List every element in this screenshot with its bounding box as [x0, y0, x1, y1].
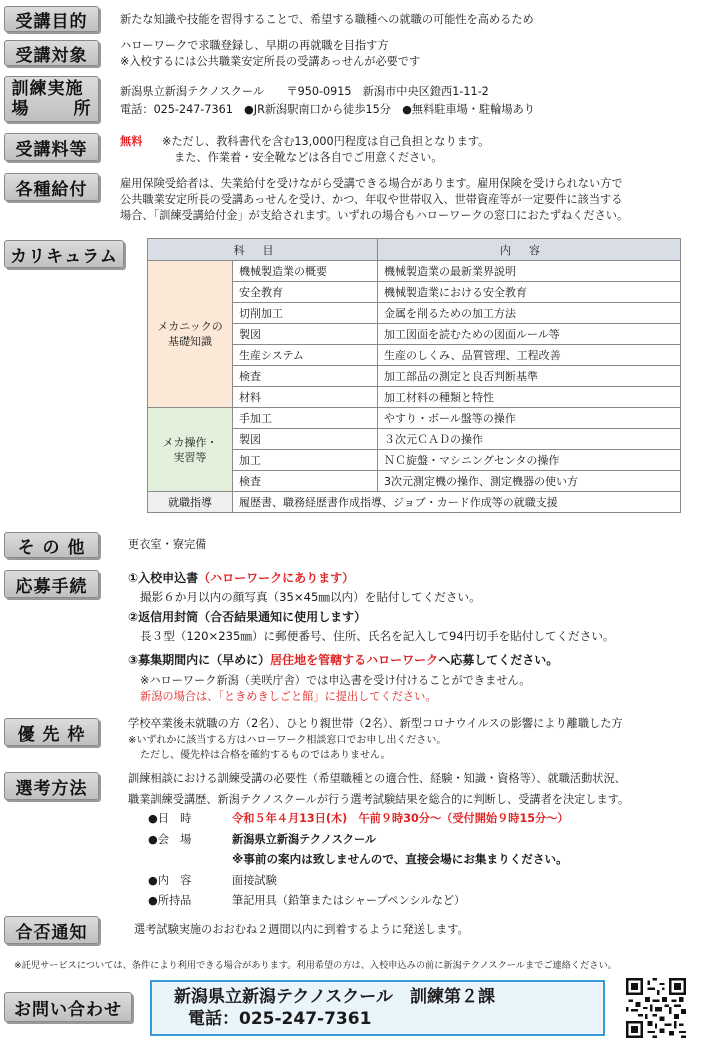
qr-code-icon	[626, 978, 686, 1038]
subject-cell: 生産システム	[233, 345, 378, 366]
content-cell: 生産のしくみ、品質管理、工程改善	[378, 345, 681, 366]
content-cell: ＮＣ旋盤・マシニングセンタの操作	[378, 450, 681, 471]
apply-step2-text: 長３型（120×235㎜）に郵便番号、住所、氏名を記入して94円切手を貼付してください。	[140, 629, 615, 643]
table-row	[148, 261, 681, 282]
venue-note: ※事前の案内は致しませんので、直接会場にお集まりください。	[232, 852, 568, 866]
subject-cell: 切削加工	[233, 303, 378, 324]
selection-label: 選考方法	[4, 772, 99, 800]
subject-cell: 機械製造業の概要	[233, 261, 378, 282]
subject-cell: 就職指導	[148, 492, 233, 513]
content-cell: 3次元測定機の操作、測定機器の使い方	[378, 471, 681, 492]
subject-cell: 製図	[233, 429, 378, 450]
target-label: 受講対象	[4, 40, 99, 66]
content-cell: 加工材料の種類と特性	[378, 387, 681, 408]
apply-note-2: 新潟の場合は、「ときめきしごと館」に提出してください。	[140, 690, 437, 703]
apply-step3-red: 居住地を管轄するハローワーク	[270, 653, 439, 667]
fee-free: 無料	[120, 135, 143, 148]
apply-label: 応募手続	[4, 570, 99, 598]
curriculum-table	[147, 238, 681, 513]
contact-line-1: 新潟県立新潟テクノスクール 訓練第２課	[174, 987, 495, 1007]
table-header-subject: 科目	[148, 239, 378, 261]
curriculum-label: カリキュラム	[4, 240, 124, 268]
table-row	[148, 408, 681, 429]
table-header-content: 内容	[378, 239, 681, 261]
apply-step3-b: へ応募してください。	[438, 653, 559, 667]
priority-line-3: ただし、優先枠は合格を確約するものではありません。	[140, 750, 391, 761]
subject-cell: 加工	[233, 450, 378, 471]
purpose-text: 新たな知識や技能を習得することで、希望する職種への就職の可能性を高めるため	[120, 13, 534, 26]
footnote: ※託児サービスについては、条件により利用できる場合があります。利用希望の方は、入校申込みの前に新潟テクノスクールまでご連絡ください。	[14, 960, 617, 971]
subject-cell: 安全教育	[233, 282, 378, 303]
apply-step3-a: ③募集期間内に（早めに）	[128, 653, 271, 667]
priority-label: 優 先 枠	[4, 718, 99, 746]
items-label: ●所持品	[148, 894, 192, 907]
subject-cell: 手加工	[233, 408, 378, 429]
location-line-2: 電話：025-247-7361 ●JR新潟駅南口から徒歩15分 ●無料駐車場・駐輪場あり	[120, 103, 535, 116]
content-cell: ３次元ＣＡＤの操作	[378, 429, 681, 450]
group-mechanic-basics: メカニックの 基礎知識	[148, 261, 233, 408]
apply-step1-red: （ハローワークにあります）	[198, 571, 355, 585]
selection-line-2: 職業訓練受講歴、新潟テクノスクールが行う選考試験結果を総合的に判断し、受講者を決定します。	[128, 793, 630, 806]
content-cell: 履歴書、職務経歴書作成指導、ジョブ・カード作成等の就職支援	[233, 492, 681, 513]
venue-label: ●会 場	[148, 833, 192, 846]
apply-step2-title: ②返信用封筒（合否結果通知に使用します）	[128, 610, 367, 624]
apply-step1	[128, 571, 354, 586]
priority-line-1: 学校卒業後未就職の方（2名）、ひとり親世帯（2名）、新型コロナウイルスの影響により離職した方	[128, 717, 623, 730]
subject-cell: 検査	[233, 366, 378, 387]
table-header-row	[148, 239, 681, 261]
contact-label: お問い合わせ	[4, 992, 132, 1022]
content-value: 面接試験	[232, 874, 277, 887]
content-cell: 機械製造業の最新業界説明	[378, 261, 681, 282]
fee-label: 受講料等	[4, 133, 99, 161]
result-text: 選考試験実施のおおむね２週間以内に到着するように発送します。	[134, 923, 469, 936]
date-label: ●日 時	[148, 812, 192, 825]
priority-line-2: ※いずれかに該当する方はハローワーク相談窓口でお申し出ください。	[128, 735, 447, 746]
other-text: 更衣室・寮完備	[128, 538, 207, 551]
group-mecha-operation: メカ操作・ 実習等	[148, 408, 233, 492]
date-value: 令和５年４月13日(木) 午前９時30分～（受付開始９時15分～）	[232, 812, 569, 825]
apply-note-1: ※ハローワーク新潟（美咲庁舎）では申込書を受け付けることができません。	[140, 674, 531, 687]
location-label-line2: 場所	[11, 99, 92, 119]
subject-cell: 検査	[233, 471, 378, 492]
items-value: 筆記用具（鉛筆またはシャープペンシルなど）	[232, 894, 466, 907]
benefits-line-1: 雇用保険受給者は、失業給付を受けながら受講できる場合があります。雇用保険を受けられない方で	[120, 177, 623, 190]
content-label: ●内 容	[148, 874, 192, 887]
subject-cell: 材料	[233, 387, 378, 408]
benefits-label: 各種給付	[4, 173, 99, 201]
benefits-line-2: 公共職業安定所長の受講あっせんを受け、かつ、年収や世帯収入、世帯資産等が一定要件に該当する	[120, 193, 623, 206]
content-cell: 加工部品の測定と良否判断基準	[378, 366, 681, 387]
content-cell: 機械製造業における安全教育	[378, 282, 681, 303]
content-cell: 加工図面を読むための図面ルール等	[378, 324, 681, 345]
apply-step3	[128, 653, 558, 668]
table-row	[148, 492, 681, 513]
contact-box	[150, 980, 605, 1036]
result-label: 合否通知	[4, 916, 99, 944]
content-cell: 金属を削るための加工方法	[378, 303, 681, 324]
content-cell: やすり・ボール盤等の操作	[378, 408, 681, 429]
benefits-line-3: 場合、「訓練受講給付金」が支給されます。いずれの場合もハローワークの窓口におたずねください。	[120, 209, 629, 222]
apply-step1-text: 撮影６か月以内の顔写真（35×45㎜以内）を貼付してください。	[140, 590, 481, 604]
target-line-1: ハローワークで求職登録し、早期の再就職を目指す方	[120, 39, 389, 52]
location-line-1: 新潟県立新潟テクノスクール 〒950-0915 新潟市中央区鐙西1-11-2	[120, 85, 489, 98]
contact-line-2: 電話：025-247-7361	[188, 1009, 372, 1029]
selection-line-1: 訓練相談における訓練受講の必要性（希望職種との適合性、経験・知識・資格等）、就職活動状況、	[128, 772, 626, 785]
location-label	[4, 76, 99, 122]
apply-step1-title: ①入校申込書	[128, 571, 199, 585]
location-label-line1: 訓練実施	[11, 79, 84, 99]
subject-cell: 製図	[233, 324, 378, 345]
fee-line-1: ※ただし、教科書代を含む13,000円程度は自己負担となります。	[162, 135, 490, 148]
venue-value: 新潟県立新潟テクノスクール	[232, 833, 377, 846]
purpose-label: 受講目的	[4, 6, 99, 32]
other-label: そ の 他	[4, 532, 99, 558]
fee-line-2: また、作業着・安全靴などは各自でご用意ください。	[174, 151, 443, 164]
target-line-2: ※入校するには公共職業安定所長の受講あっせんが必要です	[120, 55, 421, 68]
